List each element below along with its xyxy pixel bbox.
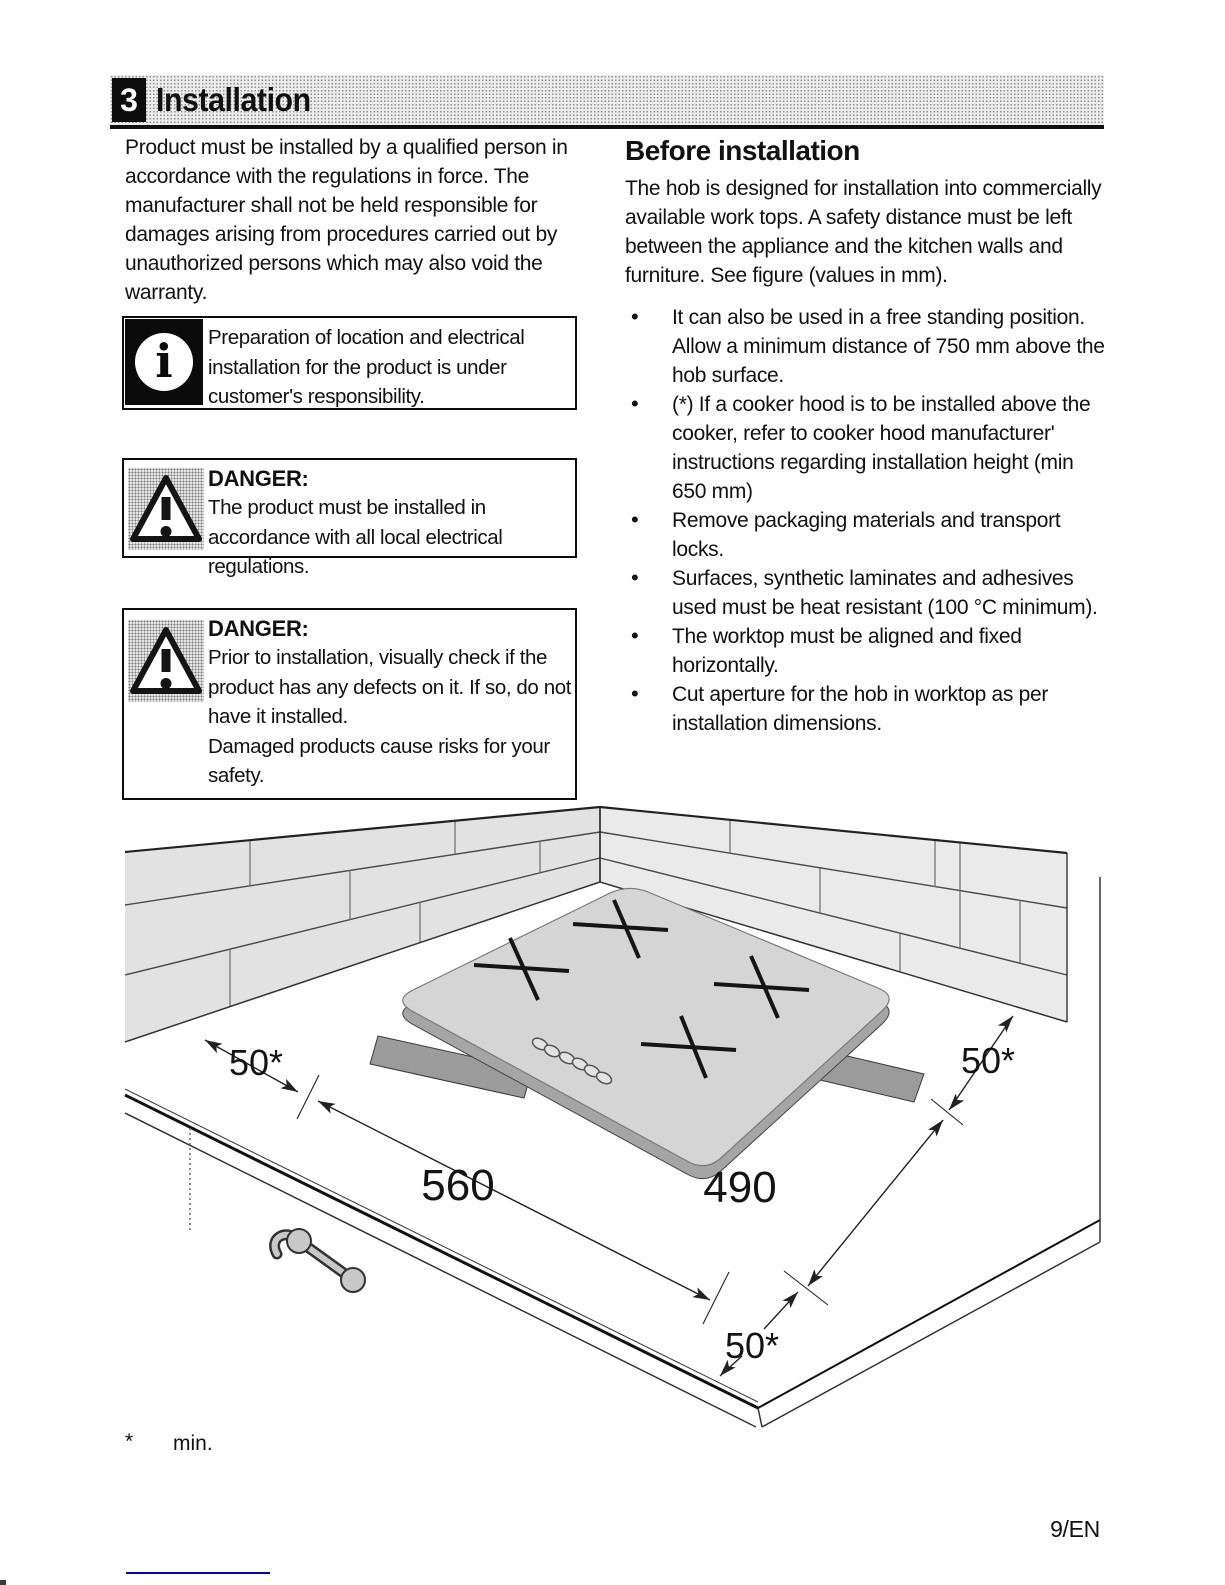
info-icon-letter: i <box>155 333 173 388</box>
list-item <box>625 680 1105 738</box>
dimension-label-cutout-depth: 490 <box>703 1163 777 1212</box>
dimension-label-left-gap: 50* <box>228 1042 284 1083</box>
info-box <box>122 316 577 410</box>
bullet-icon: • <box>631 391 639 416</box>
right-column <box>625 135 1105 738</box>
list-item-text: (*) If a cooker hood is to be installed above the cooker, refer to cooker hood manufacturer' instructions regarding installation height (min 650 mm) <box>672 393 1091 503</box>
danger-title: DANGER: <box>208 466 309 491</box>
drawer-handle <box>275 1229 365 1292</box>
section-heading: Before installation <box>625 135 860 166</box>
list-item-text: It can also be used in a free standing position. Allow a minimum distance of 750 mm above the hob surface. <box>672 306 1105 387</box>
bullet-list <box>625 303 1105 738</box>
list-item <box>625 564 1105 622</box>
list-item <box>625 390 1105 506</box>
info-box-text: Preparation of location and electrical installation for the product is under customer's responsibility. <box>208 326 525 408</box>
warning-triangle-glyph <box>130 623 202 699</box>
info-icon-circle <box>135 333 193 391</box>
list-item-text: The worktop must be aligned and fixed horizontally. <box>672 625 1022 677</box>
footer-blue-line <box>126 1572 270 1574</box>
left-column <box>125 133 588 307</box>
scan-corner-artifact <box>0 1580 6 1585</box>
footnote-symbol: * <box>125 1430 134 1453</box>
page-title: Installation <box>156 81 311 118</box>
installation-diagram <box>120 795 1110 1443</box>
dimension-label-right-gap: 50* <box>960 1040 1016 1081</box>
info-icon <box>125 319 203 405</box>
section-number-box <box>112 78 146 122</box>
intro-paragraph: Product must be installed by a qualified person in accordance with the regulations in force. The manufacturer shall not be held responsible for damages arising from procedures carried out by unauthorized persons which may also void the warranty. <box>125 136 568 304</box>
before-installation-paragraph: The hob is designed for installation into commercially available work tops. A safety distance must be left between the appliance and the kitchen walls and furniture. See figure (values in mm). <box>625 177 1102 287</box>
warning-triangle-glyph <box>130 471 202 547</box>
bullet-icon: • <box>631 623 639 648</box>
list-item-text: Remove packaging materials and transport locks. <box>672 509 1061 561</box>
dimension-label-front-gap: 50* <box>724 1325 780 1366</box>
danger-text: The product must be installed in accordance with all local electrical regulations. <box>208 496 503 578</box>
list-item <box>625 303 1105 390</box>
section-number: 3 <box>120 81 138 118</box>
list-item-text: Surfaces, synthetic laminates and adhesives used must be heat resistant (100 °C minimum). <box>672 567 1098 619</box>
danger-box-2 <box>122 608 577 800</box>
page-number: 9/EN <box>1050 1516 1100 1542</box>
list-item-text: Cut aperture for the hob in worktop as per installation dimensions. <box>672 683 1049 735</box>
list-item <box>625 506 1105 564</box>
footnote-text: min. <box>173 1432 213 1455</box>
bullet-icon: • <box>631 304 639 329</box>
warning-triangle-icon <box>128 468 204 550</box>
danger-text-line-2: Damaged products cause risks for your safety. <box>208 734 550 787</box>
section-banner <box>110 75 1104 129</box>
bullet-icon: • <box>631 565 639 590</box>
bullet-icon: • <box>631 681 639 706</box>
danger-box-1 <box>122 458 577 578</box>
warning-triangle-icon <box>128 620 204 702</box>
danger-title: DANGER: <box>208 616 309 641</box>
list-item <box>625 622 1105 680</box>
danger-text-line-1: Prior to installation, visually check if the product has any defects on it. If so, do not have it installed. <box>208 646 572 728</box>
dimension-label-cutout-width: 560 <box>421 1161 495 1210</box>
bullet-icon: • <box>631 507 639 532</box>
